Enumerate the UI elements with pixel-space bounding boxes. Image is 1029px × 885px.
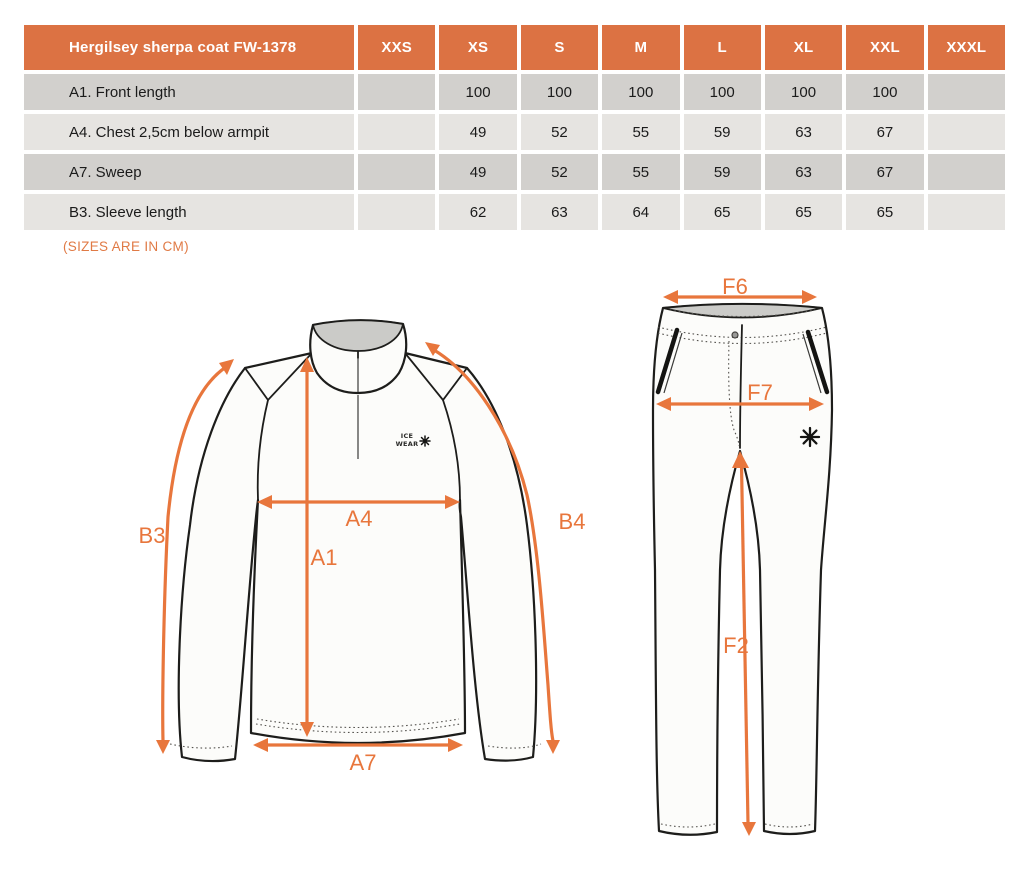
cell-a1-s: 100 — [521, 74, 598, 110]
a7-label: A7 — [349, 750, 377, 775]
cell-a1-xs: 100 — [439, 74, 516, 110]
b3-label: B3 — [138, 523, 166, 548]
size-header-xs: XS — [439, 25, 516, 70]
cell-b3-xxs — [358, 194, 435, 230]
cell-b3-m: 64 — [602, 194, 679, 230]
size-header-l: L — [684, 25, 761, 70]
row-label-a7: A7. Sweep — [24, 154, 354, 190]
jacket-drawing — [120, 295, 610, 800]
logo-line1: ICE — [400, 432, 414, 440]
hip-snowflake-icon — [801, 428, 819, 446]
cell-b3-xxxl — [928, 194, 1005, 230]
cell-a4-xl: 63 — [765, 114, 842, 150]
a1-label: A1 — [310, 545, 338, 570]
cell-a1-xxxl — [928, 74, 1005, 110]
row-label-b3: B3. Sleeve length — [24, 194, 354, 230]
logo-line2: WEAR — [395, 440, 419, 448]
cell-a4-m: 55 — [602, 114, 679, 150]
row-label-a4: A4. Chest 2,5cm below armpit — [24, 114, 354, 150]
b4-label: B4 — [558, 509, 586, 534]
cell-a1-xxs — [358, 74, 435, 110]
cell-a7-l: 59 — [684, 154, 761, 190]
cell-a7-m: 55 — [602, 154, 679, 190]
size-chart-table — [24, 25, 1005, 230]
cell-a4-l: 59 — [684, 114, 761, 150]
size-header-xl: XL — [765, 25, 842, 70]
cell-a7-xxl: 67 — [846, 154, 923, 190]
size-header-xxl: XXL — [846, 25, 923, 70]
cell-b3-xl: 65 — [765, 194, 842, 230]
row-label-a1: A1. Front length — [24, 74, 354, 110]
cell-a7-s: 52 — [521, 154, 598, 190]
pants-drawing — [640, 275, 840, 885]
size-header-xxxl: XXXL — [928, 25, 1005, 70]
cell-a4-xxs — [358, 114, 435, 150]
cell-a4-xxxl — [928, 114, 1005, 150]
cell-a1-xl: 100 — [765, 74, 842, 110]
size-header-xxs: XXS — [358, 25, 435, 70]
cell-a1-l: 100 — [684, 74, 761, 110]
logo-snowflake-icon — [420, 436, 430, 446]
cell-b3-xxl: 65 — [846, 194, 923, 230]
cell-b3-xs: 62 — [439, 194, 516, 230]
cell-a7-xxxl — [928, 154, 1005, 190]
a4-label: A4 — [345, 506, 373, 531]
cell-b3-s: 63 — [521, 194, 598, 230]
cell-b3-l: 65 — [684, 194, 761, 230]
cell-a1-xxl: 100 — [846, 74, 923, 110]
cell-a7-xl: 63 — [765, 154, 842, 190]
f7-label: F7 — [747, 380, 773, 405]
size-header-m: M — [602, 25, 679, 70]
cell-a4-xxl: 67 — [846, 114, 923, 150]
cell-a4-xs: 49 — [439, 114, 516, 150]
f6-label: F6 — [722, 274, 748, 299]
cell-a4-s: 52 — [521, 114, 598, 150]
sizes-unit-note: (SIZES ARE IN CM) — [63, 239, 189, 254]
size-header-s: S — [521, 25, 598, 70]
table-title: Hergilsey sherpa coat FW-1378 — [24, 25, 354, 70]
cell-a7-xxs — [358, 154, 435, 190]
cell-a1-m: 100 — [602, 74, 679, 110]
cell-a7-xs: 49 — [439, 154, 516, 190]
f2-label: F2 — [723, 633, 749, 658]
waist-button — [732, 332, 738, 338]
